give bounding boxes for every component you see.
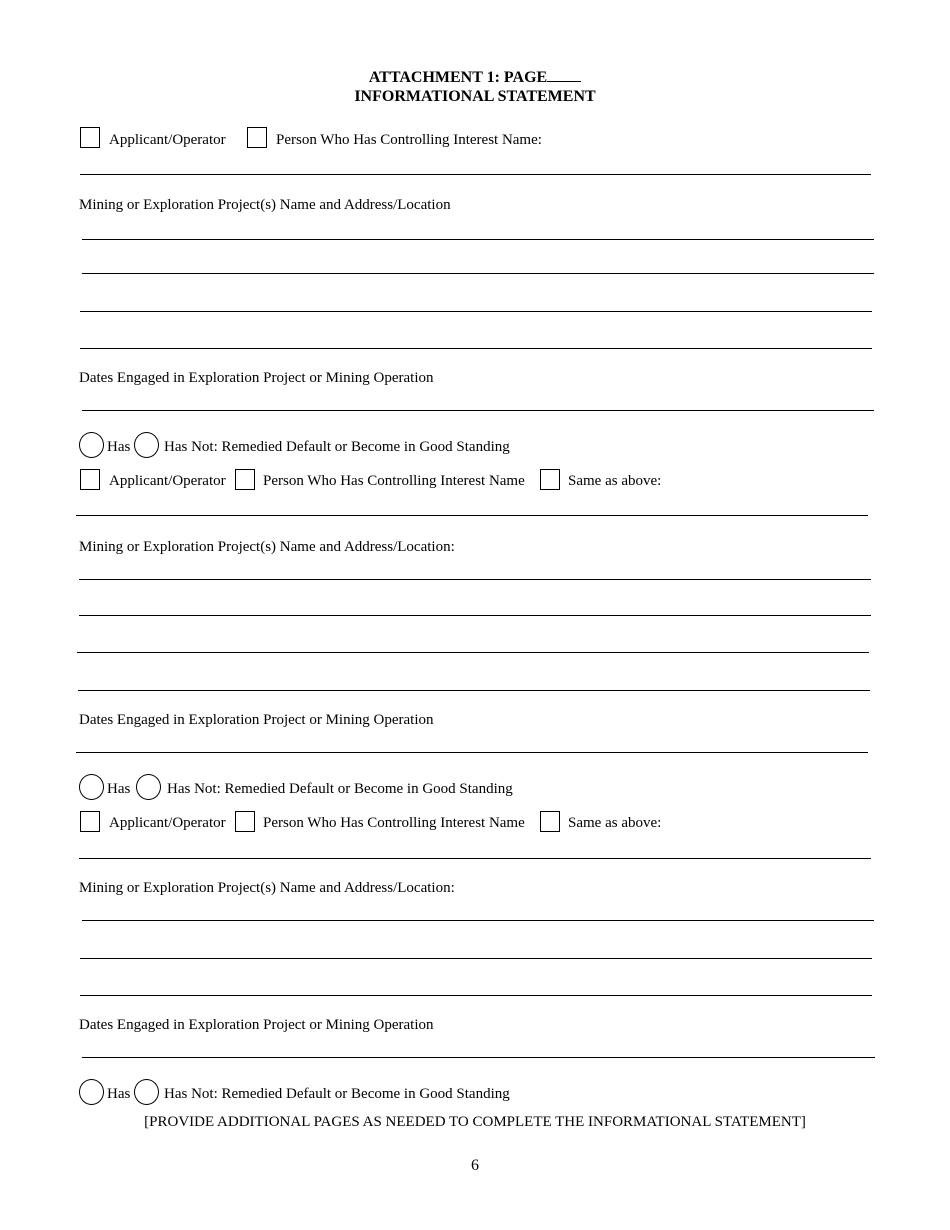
additional-pages-note: [PROVIDE ADDITIONAL PAGES AS NEEDED TO COMPLETE THE INFORMATIONAL STATEMENT] (144, 1114, 806, 1130)
has-not-label: Has Not: Remedied Default or Become in Good Standing (167, 781, 513, 797)
project-entry-line[interactable] (79, 579, 871, 580)
project-entry-line[interactable] (80, 311, 872, 312)
has-radio[interactable] (79, 432, 104, 458)
project-entry-line[interactable] (78, 690, 870, 691)
name-entry-line[interactable] (80, 174, 871, 175)
project-entry-line[interactable] (77, 652, 869, 653)
has-not-label: Has Not: Remedied Default or Become in Good Standing (164, 439, 510, 455)
has-not-radio[interactable] (136, 774, 161, 800)
has-label: Has (107, 781, 131, 797)
dates-engaged-label: Dates Engaged in Exploration Project or Mining Operation (79, 1017, 434, 1033)
project-entry-line[interactable] (80, 348, 872, 349)
controlling-interest-checkbox[interactable] (235, 469, 255, 490)
has-not-radio[interactable] (134, 432, 159, 458)
has-not-label: Has Not: Remedied Default or Become in Good Standing (164, 1086, 510, 1102)
dates-entry-line[interactable] (76, 752, 868, 753)
has-label: Has (107, 1086, 131, 1102)
project-entry-line[interactable] (80, 995, 872, 996)
project-entry-line[interactable] (79, 615, 871, 616)
controlling-interest-label: Person Who Has Controlling Interest Name: (276, 132, 542, 148)
project-entry-line[interactable] (82, 239, 874, 240)
title-line-1: ATTACHMENT 1: PAGE (368, 69, 548, 86)
page-title (0, 67, 950, 88)
dates-engaged-label: Dates Engaged in Exploration Project or Mining Operation (79, 370, 434, 386)
dates-entry-line[interactable] (82, 410, 874, 411)
same-as-above-checkbox[interactable] (540, 811, 560, 832)
applicant-operator-label: Applicant/Operator (109, 815, 226, 831)
name-entry-line[interactable] (79, 858, 871, 859)
has-radio[interactable] (79, 1079, 104, 1105)
project-name-label: Mining or Exploration Project(s) Name and Address/Location: (79, 539, 455, 555)
project-entry-line[interactable] (80, 958, 872, 959)
controlling-interest-checkbox[interactable] (247, 127, 267, 148)
applicant-operator-checkbox[interactable] (80, 127, 100, 148)
page-number: 6 (471, 1157, 479, 1174)
controlling-interest-checkbox[interactable] (235, 811, 255, 832)
project-entry-line[interactable] (82, 920, 874, 921)
document-heading: INFORMATIONAL STATEMENT (354, 88, 596, 105)
name-entry-line[interactable] (76, 515, 868, 516)
same-as-above-label: Same as above: (568, 815, 662, 831)
project-name-label: Mining or Exploration Project(s) Name and Address/Location (79, 197, 451, 213)
controlling-interest-label: Person Who Has Controlling Interest Name (263, 815, 525, 831)
has-radio[interactable] (79, 774, 104, 800)
same-as-above-checkbox[interactable] (540, 469, 560, 490)
dates-entry-line[interactable] (82, 1057, 875, 1058)
has-not-radio[interactable] (134, 1079, 159, 1105)
project-name-label: Mining or Exploration Project(s) Name and Address/Location: (79, 880, 455, 896)
controlling-interest-label: Person Who Has Controlling Interest Name (263, 473, 525, 489)
project-entry-line[interactable] (82, 273, 874, 274)
applicant-operator-checkbox[interactable] (80, 811, 100, 832)
has-label: Has (107, 439, 131, 455)
applicant-operator-label: Applicant/Operator (109, 473, 226, 489)
page-number-blank[interactable] (547, 67, 581, 82)
dates-engaged-label: Dates Engaged in Exploration Project or Mining Operation (79, 712, 434, 728)
applicant-operator-checkbox[interactable] (80, 469, 100, 490)
applicant-operator-label: Applicant/Operator (109, 132, 226, 148)
same-as-above-label: Same as above: (568, 473, 662, 489)
